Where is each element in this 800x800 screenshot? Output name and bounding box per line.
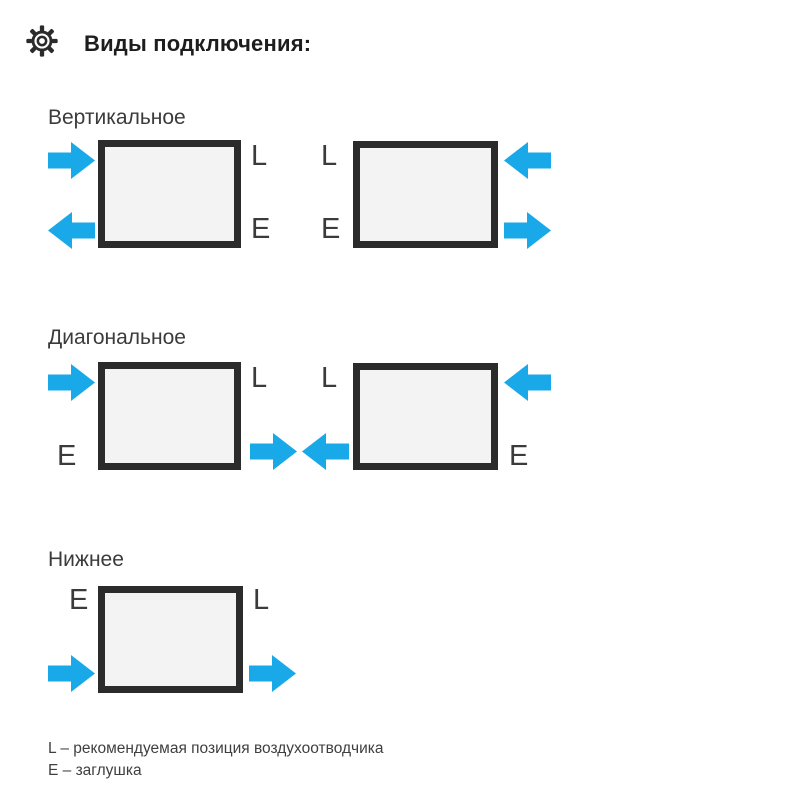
arrow-right-icon bbox=[504, 212, 551, 249]
arrow-right-icon bbox=[48, 142, 95, 179]
arrow-left-icon bbox=[302, 433, 349, 470]
arrow-right-icon bbox=[48, 364, 95, 401]
radiator-rect bbox=[353, 363, 498, 470]
arrow-right-icon bbox=[249, 655, 296, 692]
valve-label-l: L bbox=[321, 362, 338, 394]
valve-label-e: E bbox=[251, 213, 271, 245]
arrow-left-icon bbox=[504, 142, 551, 179]
radiator-rect bbox=[353, 141, 498, 248]
gear-icon bbox=[24, 23, 60, 59]
arrow-left-icon bbox=[504, 364, 551, 401]
valve-label-l: L bbox=[321, 140, 338, 172]
arrow-right-icon bbox=[48, 655, 95, 692]
section-title-vertical: Вертикальное bbox=[48, 106, 186, 129]
arrow-left-icon bbox=[48, 212, 95, 249]
page-title: Виды подключения: bbox=[84, 31, 312, 56]
valve-label-l: L bbox=[253, 584, 270, 616]
valve-label-e: E bbox=[69, 584, 89, 616]
legend bbox=[48, 738, 384, 782]
section-title-diagonal: Диагональное bbox=[48, 326, 186, 349]
valve-label-e: E bbox=[509, 440, 529, 472]
section-title-bottom: Нижнее bbox=[48, 548, 124, 571]
radiator-rect bbox=[98, 140, 241, 248]
valve-label-e: E bbox=[321, 213, 341, 245]
legend-line-l: L – рекомендуемая позиция воздухоотводчика bbox=[48, 740, 384, 757]
arrow-right-icon bbox=[250, 433, 297, 470]
valve-label-e: E bbox=[57, 440, 77, 472]
radiator-rect bbox=[98, 586, 243, 693]
valve-label-l: L bbox=[251, 362, 268, 394]
valve-label-l: L bbox=[251, 140, 268, 172]
radiator-rect bbox=[98, 362, 241, 470]
legend-line-e: E – заглушка bbox=[48, 762, 142, 779]
